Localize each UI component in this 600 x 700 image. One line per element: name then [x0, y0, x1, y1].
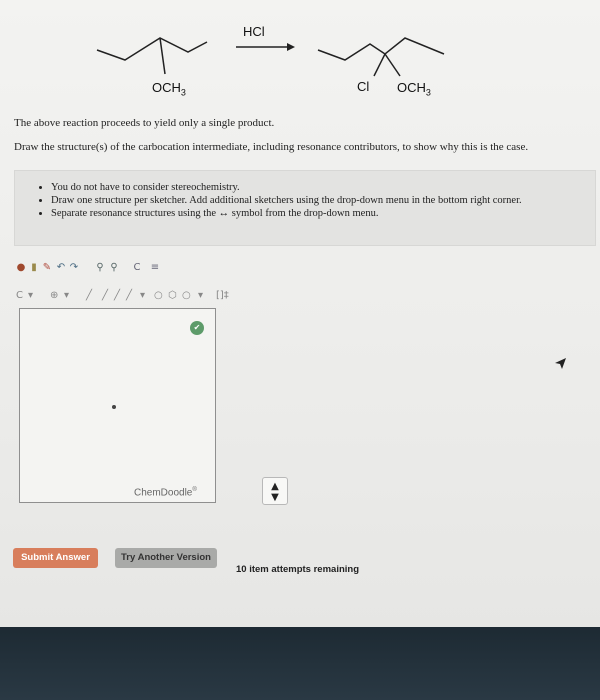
reactant-structure	[97, 38, 207, 60]
product-cl-label: Cl	[357, 79, 370, 94]
reactant-och3-label: $OCH_3$	[152, 80, 186, 98]
instruction-item: • Separate resonance structures using the ↔ symbol from the drop-down menu.	[51, 207, 595, 220]
charge-icon[interactable]: ⊕	[50, 290, 59, 301]
chevron-down-icon[interactable]: ▾	[140, 290, 146, 301]
sketcher-count-stepper[interactable]	[262, 477, 288, 505]
sketcher-toolbar-top	[16, 262, 176, 278]
element-c-button[interactable]: C	[16, 290, 23, 301]
sketcher-help-icon[interactable]: ✔	[190, 321, 204, 335]
reagent-label: HCl	[243, 24, 265, 39]
attempts-remaining-text: 10 item attempts remaining	[236, 564, 360, 575]
product-structure	[318, 38, 444, 60]
reaction-arrow-head	[287, 43, 295, 51]
instructions-box	[14, 170, 596, 246]
zoom-in-icon[interactable]: ⚲	[96, 262, 104, 273]
paint-icon[interactable]: ●	[16, 262, 26, 273]
hash-bond-icon[interactable]: ╱	[126, 290, 133, 301]
chevron-down-icon[interactable]: ▾	[28, 290, 34, 301]
stepper-up-icon[interactable]: ▲	[271, 481, 279, 492]
sketcher-toolbar-bottom	[16, 290, 246, 306]
clear-icon[interactable]: C	[133, 262, 141, 273]
chevron-down-icon[interactable]: ▾	[198, 290, 204, 301]
bracket-icon[interactable]: []‡	[216, 290, 229, 301]
instructions-list	[15, 171, 595, 220]
redo-icon[interactable]: ↷	[69, 262, 79, 273]
template-icon[interactable]: ≡	[150, 262, 160, 273]
reaction-structures	[0, 0, 600, 110]
desk-surface	[0, 627, 600, 700]
product-och3-label: $OCH_3$	[397, 80, 431, 98]
ring-icon[interactable]: ○	[182, 290, 191, 301]
canvas-dot	[112, 405, 116, 409]
instruction-item: • Draw one structure per sketcher. Add additional sketchers using the drop-down menu in the bottom right corner.	[51, 194, 595, 207]
question-line-2: Draw the structure(s) of the carbocation intermediate, including resonance contributors, to show why this is the case.	[14, 141, 529, 153]
chemdoodle-watermark: ChemDoodle®	[134, 487, 197, 499]
stepper-down-icon[interactable]: ▼	[271, 492, 279, 503]
benzene-icon[interactable]: ⬡	[168, 290, 177, 301]
try-another-version-button[interactable]: Try Another Version	[115, 548, 217, 568]
undo-icon[interactable]: ↶	[56, 262, 66, 273]
reaction-scheme	[0, 0, 600, 110]
eraser-icon[interactable]: ▮	[31, 262, 37, 273]
chevron-down-icon[interactable]: ▾	[64, 290, 70, 301]
reactant-methoxy-bond	[160, 38, 165, 74]
question-line-1: The above reaction proceeds to yield only a single product.	[14, 117, 275, 129]
pen-icon[interactable]: ✎	[42, 262, 52, 273]
double-bond-icon[interactable]: ╱	[102, 290, 109, 301]
wedge-bond-icon[interactable]: ╱	[114, 290, 121, 301]
submit-answer-button[interactable]: Submit Answer	[13, 548, 98, 568]
ring-icon[interactable]: ○	[154, 290, 163, 301]
single-bond-icon[interactable]: ╱	[86, 290, 93, 301]
product-och3-bond	[385, 54, 400, 76]
zoom-out-icon[interactable]: ⚲	[110, 262, 118, 273]
mouse-cursor-icon	[555, 358, 567, 370]
product-cl-bond	[374, 54, 385, 76]
sketcher-canvas[interactable]	[19, 308, 216, 503]
instruction-item: • You do not have to consider stereochemistry.	[51, 181, 595, 194]
